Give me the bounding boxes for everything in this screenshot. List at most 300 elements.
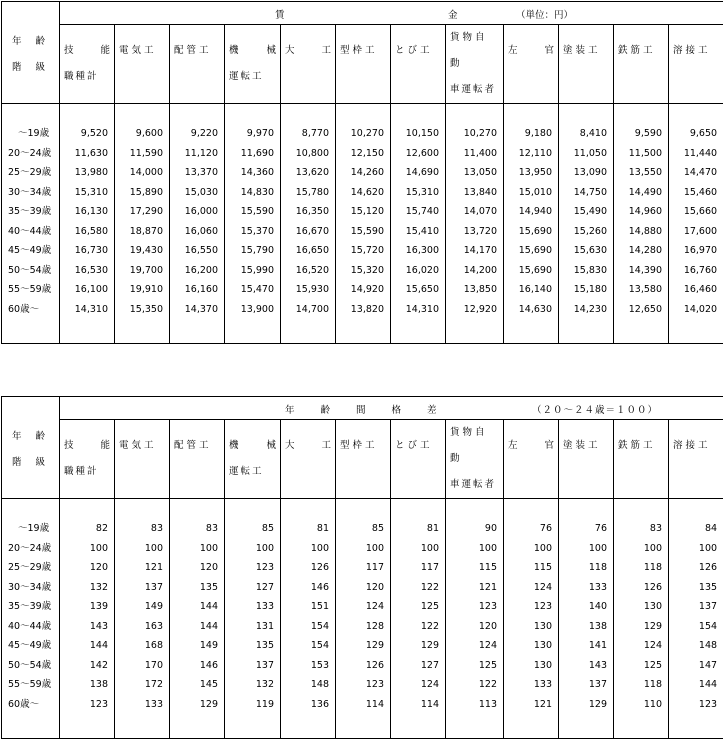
column-header-part: 械 [266, 433, 276, 459]
table-cell: 123 [504, 597, 558, 617]
table-cell: 129 [614, 617, 668, 637]
table-cell: 15,460 [669, 183, 723, 203]
table-cell: 16,130 [60, 202, 114, 222]
column-header-part: 大 [285, 38, 295, 64]
column-header-line2 [174, 459, 220, 485]
table-cell: 15,370 [225, 222, 280, 242]
column-header-part: 左 [508, 433, 518, 459]
value-column [60, 499, 115, 739]
table-cell: 82 [60, 519, 114, 539]
table-cell: 15,320 [336, 261, 390, 281]
value-column [281, 499, 336, 739]
age-class: 25～29歳 [2, 163, 59, 183]
table-cell: 16,970 [669, 241, 723, 261]
column-header [281, 420, 336, 499]
table-cell: 16,520 [281, 261, 335, 281]
column-header-part: 配管工 [174, 38, 220, 64]
table-cell: 15,720 [336, 241, 390, 261]
table-cell: 14,630 [504, 300, 558, 320]
table-cell: 11,400 [446, 144, 503, 164]
column-header-part: 塗装工 [563, 433, 609, 459]
spacer [281, 499, 335, 519]
table-cell: 19,910 [115, 280, 169, 300]
table-cell: 16,550 [170, 241, 224, 261]
column-header-line2 [285, 459, 331, 485]
table-cell: 12,920 [446, 300, 503, 320]
spacer [2, 499, 59, 519]
table-cell: 16,020 [391, 261, 445, 281]
column-header-part: とび工 [395, 433, 441, 459]
column-header [504, 420, 559, 499]
table-cell: 11,690 [225, 144, 280, 164]
table-cell: 117 [336, 558, 390, 578]
table-cell: 115 [504, 558, 558, 578]
table-cell: 124 [614, 636, 668, 656]
column-header-line2: 運転工 [229, 459, 276, 485]
table-cell: 154 [281, 617, 335, 637]
table-cell: 90 [446, 519, 503, 539]
table-cell: 9,220 [170, 124, 224, 144]
column-header-part: 工 [321, 433, 331, 459]
column-header-part: 官 [544, 433, 554, 459]
column-header-part: 鉄筋工 [618, 38, 664, 64]
table-cell: 17,290 [115, 202, 169, 222]
table-cell: 14,170 [446, 241, 503, 261]
table-cell: 144 [669, 675, 723, 695]
age-class: 30～34歳 [2, 578, 59, 598]
table-cell: 9,180 [504, 124, 558, 144]
table-cell: 10,800 [281, 144, 335, 164]
table-cell: 126 [336, 656, 390, 676]
column-header [559, 420, 614, 499]
spacer [504, 499, 558, 519]
table-cell: 154 [281, 636, 335, 656]
table-cell: 100 [60, 539, 114, 559]
table-cell: 124 [446, 636, 503, 656]
table-cell: 11,590 [115, 144, 169, 164]
age-class: 50～54歳 [2, 656, 59, 676]
table-cell: 9,520 [60, 124, 114, 144]
column-header [446, 420, 504, 499]
table-cell: 132 [225, 675, 280, 695]
table-cell: 125 [446, 656, 503, 676]
column-header-line2: 職種計 [64, 64, 110, 90]
table-cell: 117 [391, 558, 445, 578]
table-cell: 15,260 [559, 222, 613, 242]
table-cell: 125 [614, 656, 668, 676]
table-cell: 15,990 [225, 261, 280, 281]
column-header-line1 [673, 433, 719, 459]
table-cell: 133 [504, 675, 558, 695]
table-cell: 121 [446, 578, 503, 598]
column-header [446, 25, 504, 104]
table-cell: 15,790 [225, 241, 280, 261]
age-class: 20～24歳 [2, 144, 59, 164]
spacer [446, 499, 503, 519]
column-header-part: 能 [100, 433, 110, 459]
table-cell: 128 [336, 617, 390, 637]
spacer [504, 104, 558, 124]
spacer [225, 104, 280, 124]
table-cell: 133 [225, 597, 280, 617]
table-cell: 15,690 [504, 241, 558, 261]
table-cell: 130 [614, 597, 668, 617]
table-cell: 16,000 [170, 202, 224, 222]
table-cell: 13,980 [60, 163, 114, 183]
table-cell: 15,310 [60, 183, 114, 203]
table-cell: 15,740 [391, 202, 445, 222]
value-column [281, 104, 336, 344]
table-cell: 137 [115, 578, 169, 598]
column-header-part: 溶接工 [673, 433, 719, 459]
table-cell: 15,030 [170, 183, 224, 203]
table-cell: 137 [225, 656, 280, 676]
column-header-part: 機 [229, 38, 239, 64]
table-cell: 14,620 [336, 183, 390, 203]
title-right: 金 [448, 7, 458, 21]
age-column [2, 499, 60, 739]
table-cell: 120 [60, 558, 114, 578]
table-cell: 16,760 [669, 261, 723, 281]
column-header-line2 [340, 459, 386, 485]
table-cell: 14,390 [614, 261, 668, 281]
table-cell: 16,300 [391, 241, 445, 261]
table-cell: 16,530 [60, 261, 114, 281]
column-header [391, 420, 446, 499]
table-cell: 143 [60, 617, 114, 637]
table-cell: 130 [504, 636, 558, 656]
column-header-line1 [673, 38, 719, 64]
table-cell: 9,650 [669, 124, 723, 144]
age-class: 45～49歳 [2, 241, 59, 261]
table-cell: 142 [60, 656, 114, 676]
column-header-line1 [229, 433, 276, 459]
table-cell: 10,270 [336, 124, 390, 144]
table-cell: 14,750 [559, 183, 613, 203]
table-cell: 144 [170, 617, 224, 637]
column-header-part: 械 [266, 38, 276, 64]
value-column [391, 104, 446, 344]
spacer [391, 499, 445, 519]
table-cell: 76 [559, 519, 613, 539]
table-cell: 14,070 [446, 202, 503, 222]
value-column [446, 499, 504, 739]
table-cell: 14,940 [504, 202, 558, 222]
table-cell: 14,360 [225, 163, 280, 183]
column-header-line2: 車運転者 [450, 77, 499, 103]
table-cell: 133 [115, 695, 169, 715]
table-cell: 146 [281, 578, 335, 598]
table-cell: 118 [559, 558, 613, 578]
table-cell: 133 [559, 578, 613, 598]
column-header-line1 [229, 38, 276, 64]
table-cell: 83 [614, 519, 668, 539]
table-cell: 14,830 [225, 183, 280, 203]
value-column [669, 499, 723, 739]
table-cell: 15,650 [391, 280, 445, 300]
value-column [391, 499, 446, 739]
table-cell: 16,580 [60, 222, 114, 242]
table-cell: 120 [170, 558, 224, 578]
index-table [1, 396, 723, 739]
column-header-line1 [285, 433, 331, 459]
table-cell: 151 [281, 597, 335, 617]
column-header-part: 大 [285, 433, 295, 459]
age-class: 55～59歳 [2, 280, 59, 300]
table-cell: 13,820 [336, 300, 390, 320]
age-class: 60歳～ [2, 300, 59, 320]
age-class: 40～44歳 [2, 617, 59, 637]
age-class: ～19歳 [2, 124, 59, 144]
table-cell: 168 [115, 636, 169, 656]
age-class: ～19歳 [2, 519, 59, 539]
table-cell: 15,660 [669, 202, 723, 222]
column-header-line1 [395, 38, 441, 64]
column-header-line2 [174, 64, 220, 90]
spacer [225, 499, 280, 519]
table-cell: 76 [504, 519, 558, 539]
table-cell: 100 [504, 539, 558, 559]
column-header-line1 [450, 420, 499, 472]
age-class: 45～49歳 [2, 636, 59, 656]
table-cell: 138 [559, 617, 613, 637]
table-cell: 16,730 [60, 241, 114, 261]
table-cell: 8,770 [281, 124, 335, 144]
table-cell: 148 [281, 675, 335, 695]
value-column [225, 499, 281, 739]
table-cell: 9,600 [115, 124, 169, 144]
age-column [2, 104, 60, 344]
column-header-line2 [618, 64, 664, 90]
table-cell: 15,890 [115, 183, 169, 203]
table-cell: 124 [336, 597, 390, 617]
table-cell: 16,460 [669, 280, 723, 300]
table-cell: 123 [446, 597, 503, 617]
value-column [225, 104, 281, 344]
table-cell: 147 [669, 656, 723, 676]
column-header-line2 [673, 459, 719, 485]
column-header-line1 [174, 433, 220, 459]
table-cell: 129 [170, 695, 224, 715]
table-cell: 137 [669, 597, 723, 617]
column-header-line1 [340, 433, 386, 459]
column-header [391, 25, 446, 104]
table-cell: 14,690 [391, 163, 445, 183]
table-cell: 15,410 [391, 222, 445, 242]
spacer [614, 499, 668, 519]
table-cell: 14,280 [614, 241, 668, 261]
column-header [281, 25, 336, 104]
table-cell: 14,310 [60, 300, 114, 320]
column-header-line2 [119, 64, 165, 90]
table-cell: 100 [559, 539, 613, 559]
row-header-line2: 階級 [2, 454, 59, 468]
value-column [559, 104, 614, 344]
table-cell: 16,100 [60, 280, 114, 300]
row-header-age-class [2, 2, 60, 104]
column-header [614, 420, 669, 499]
spacer [2, 104, 59, 124]
value-column [170, 499, 225, 739]
table-cell: 13,900 [225, 300, 280, 320]
value-column [614, 104, 669, 344]
age-class: 60歳～ [2, 695, 59, 715]
table-cell: 13,050 [446, 163, 503, 183]
column-header-part: 配管工 [174, 433, 220, 459]
table-cell: 100 [115, 539, 169, 559]
column-header-line1 [340, 38, 386, 64]
table-cell: 129 [391, 636, 445, 656]
spacer [559, 499, 613, 519]
column-header-part: 工 [321, 38, 331, 64]
table-cell: 14,880 [614, 222, 668, 242]
table-cell: 14,000 [115, 163, 169, 183]
table-cell: 154 [669, 617, 723, 637]
table-cell: 100 [281, 539, 335, 559]
value-column [115, 499, 170, 739]
column-header [336, 25, 391, 104]
table-cell: 143 [559, 656, 613, 676]
table-cell: 15,310 [391, 183, 445, 203]
column-header-line1 [119, 433, 165, 459]
table-cell: 15,690 [504, 261, 558, 281]
table-cell: 139 [60, 597, 114, 617]
table-cell: 17,600 [669, 222, 723, 242]
table-cell: 125 [391, 597, 445, 617]
index-subtitle: （２０～２４歳＝１００） [532, 402, 658, 416]
column-header [336, 420, 391, 499]
value-column [336, 104, 391, 344]
column-header-part: 鉄筋工 [618, 433, 664, 459]
table-cell: 100 [669, 539, 723, 559]
table-cell: 123 [669, 695, 723, 715]
column-header [225, 420, 281, 499]
spacer [669, 104, 723, 124]
table-cell: 16,060 [170, 222, 224, 242]
column-header [504, 25, 559, 104]
column-header-part: 官 [544, 38, 554, 64]
table-cell: 118 [614, 675, 668, 695]
column-header-part: 貨物自動 [450, 420, 499, 472]
column-header-line1 [508, 38, 554, 64]
table-cell: 16,160 [170, 280, 224, 300]
column-header-part: 塗装工 [563, 38, 609, 64]
table-cell: 100 [391, 539, 445, 559]
column-header-line1 [563, 38, 609, 64]
spacer [60, 499, 114, 519]
table-cell: 14,230 [559, 300, 613, 320]
table-cell: 85 [336, 519, 390, 539]
table-cell: 13,850 [446, 280, 503, 300]
table-cell: 15,930 [281, 280, 335, 300]
column-header-line2: 車運転者 [450, 472, 499, 498]
table-cell: 138 [60, 675, 114, 695]
table-cell: 14,470 [669, 163, 723, 183]
column-header [559, 25, 614, 104]
value-column [614, 499, 669, 739]
table-cell: 15,690 [504, 222, 558, 242]
column-header-part: 技 [64, 38, 74, 64]
column-header-line2 [508, 64, 554, 90]
table-cell: 15,630 [559, 241, 613, 261]
table-cell: 16,670 [281, 222, 335, 242]
table-cell: 14,960 [614, 202, 668, 222]
spacer [391, 104, 445, 124]
table-cell: 14,700 [281, 300, 335, 320]
table-cell: 13,720 [446, 222, 503, 242]
table-cell: 81 [281, 519, 335, 539]
table-cell: 123 [336, 675, 390, 695]
table-cell: 15,780 [281, 183, 335, 203]
column-header [115, 420, 170, 499]
table-cell: 10,270 [446, 124, 503, 144]
table-cell: 9,970 [225, 124, 280, 144]
table-cell: 124 [391, 675, 445, 695]
table-cell: 100 [336, 539, 390, 559]
column-header-line2 [618, 459, 664, 485]
table-cell: 11,050 [559, 144, 613, 164]
column-header-part: 技 [64, 433, 74, 459]
table-cell: 121 [504, 695, 558, 715]
spacer [115, 499, 169, 519]
spacer [336, 104, 390, 124]
table-cell: 119 [225, 695, 280, 715]
column-header-line1 [285, 38, 331, 64]
column-header-line1 [618, 38, 664, 64]
table-cell: 100 [446, 539, 503, 559]
column-header-line1 [563, 433, 609, 459]
column-header-line2 [119, 459, 165, 485]
column-header-part: 型枠工 [340, 433, 386, 459]
table-cell: 131 [225, 617, 280, 637]
row-header-age-class [2, 397, 60, 499]
column-header-line1 [64, 433, 110, 459]
column-header-line1 [174, 38, 220, 64]
table-cell: 81 [391, 519, 445, 539]
table-cell: 148 [669, 636, 723, 656]
value-column [446, 104, 504, 344]
table-cell: 9,590 [614, 124, 668, 144]
column-header-part: とび工 [395, 38, 441, 64]
column-header [170, 25, 225, 104]
table-cell: 10,150 [391, 124, 445, 144]
table-cell: 136 [281, 695, 335, 715]
table-cell: 19,700 [115, 261, 169, 281]
table-cell: 16,140 [504, 280, 558, 300]
value-column [504, 499, 559, 739]
column-header-part: 貨物自動 [450, 25, 499, 77]
value-column [669, 104, 723, 344]
table-cell: 15,590 [225, 202, 280, 222]
table-cell: 15,590 [336, 222, 390, 242]
table-cell: 84 [669, 519, 723, 539]
table-cell: 11,630 [60, 144, 114, 164]
table-cell: 122 [391, 578, 445, 598]
table-cell: 149 [170, 636, 224, 656]
column-header-part: 電気工 [119, 38, 165, 64]
table-cell: 144 [60, 636, 114, 656]
table-cell: 130 [504, 617, 558, 637]
column-header-line2 [395, 459, 441, 485]
table-cell: 14,200 [446, 261, 503, 281]
column-header-part: 能 [100, 38, 110, 64]
table-cell: 100 [170, 539, 224, 559]
column-header [669, 420, 723, 499]
table-cell: 120 [446, 617, 503, 637]
spacer [170, 104, 224, 124]
spacer [446, 104, 503, 124]
table-cell: 127 [391, 656, 445, 676]
